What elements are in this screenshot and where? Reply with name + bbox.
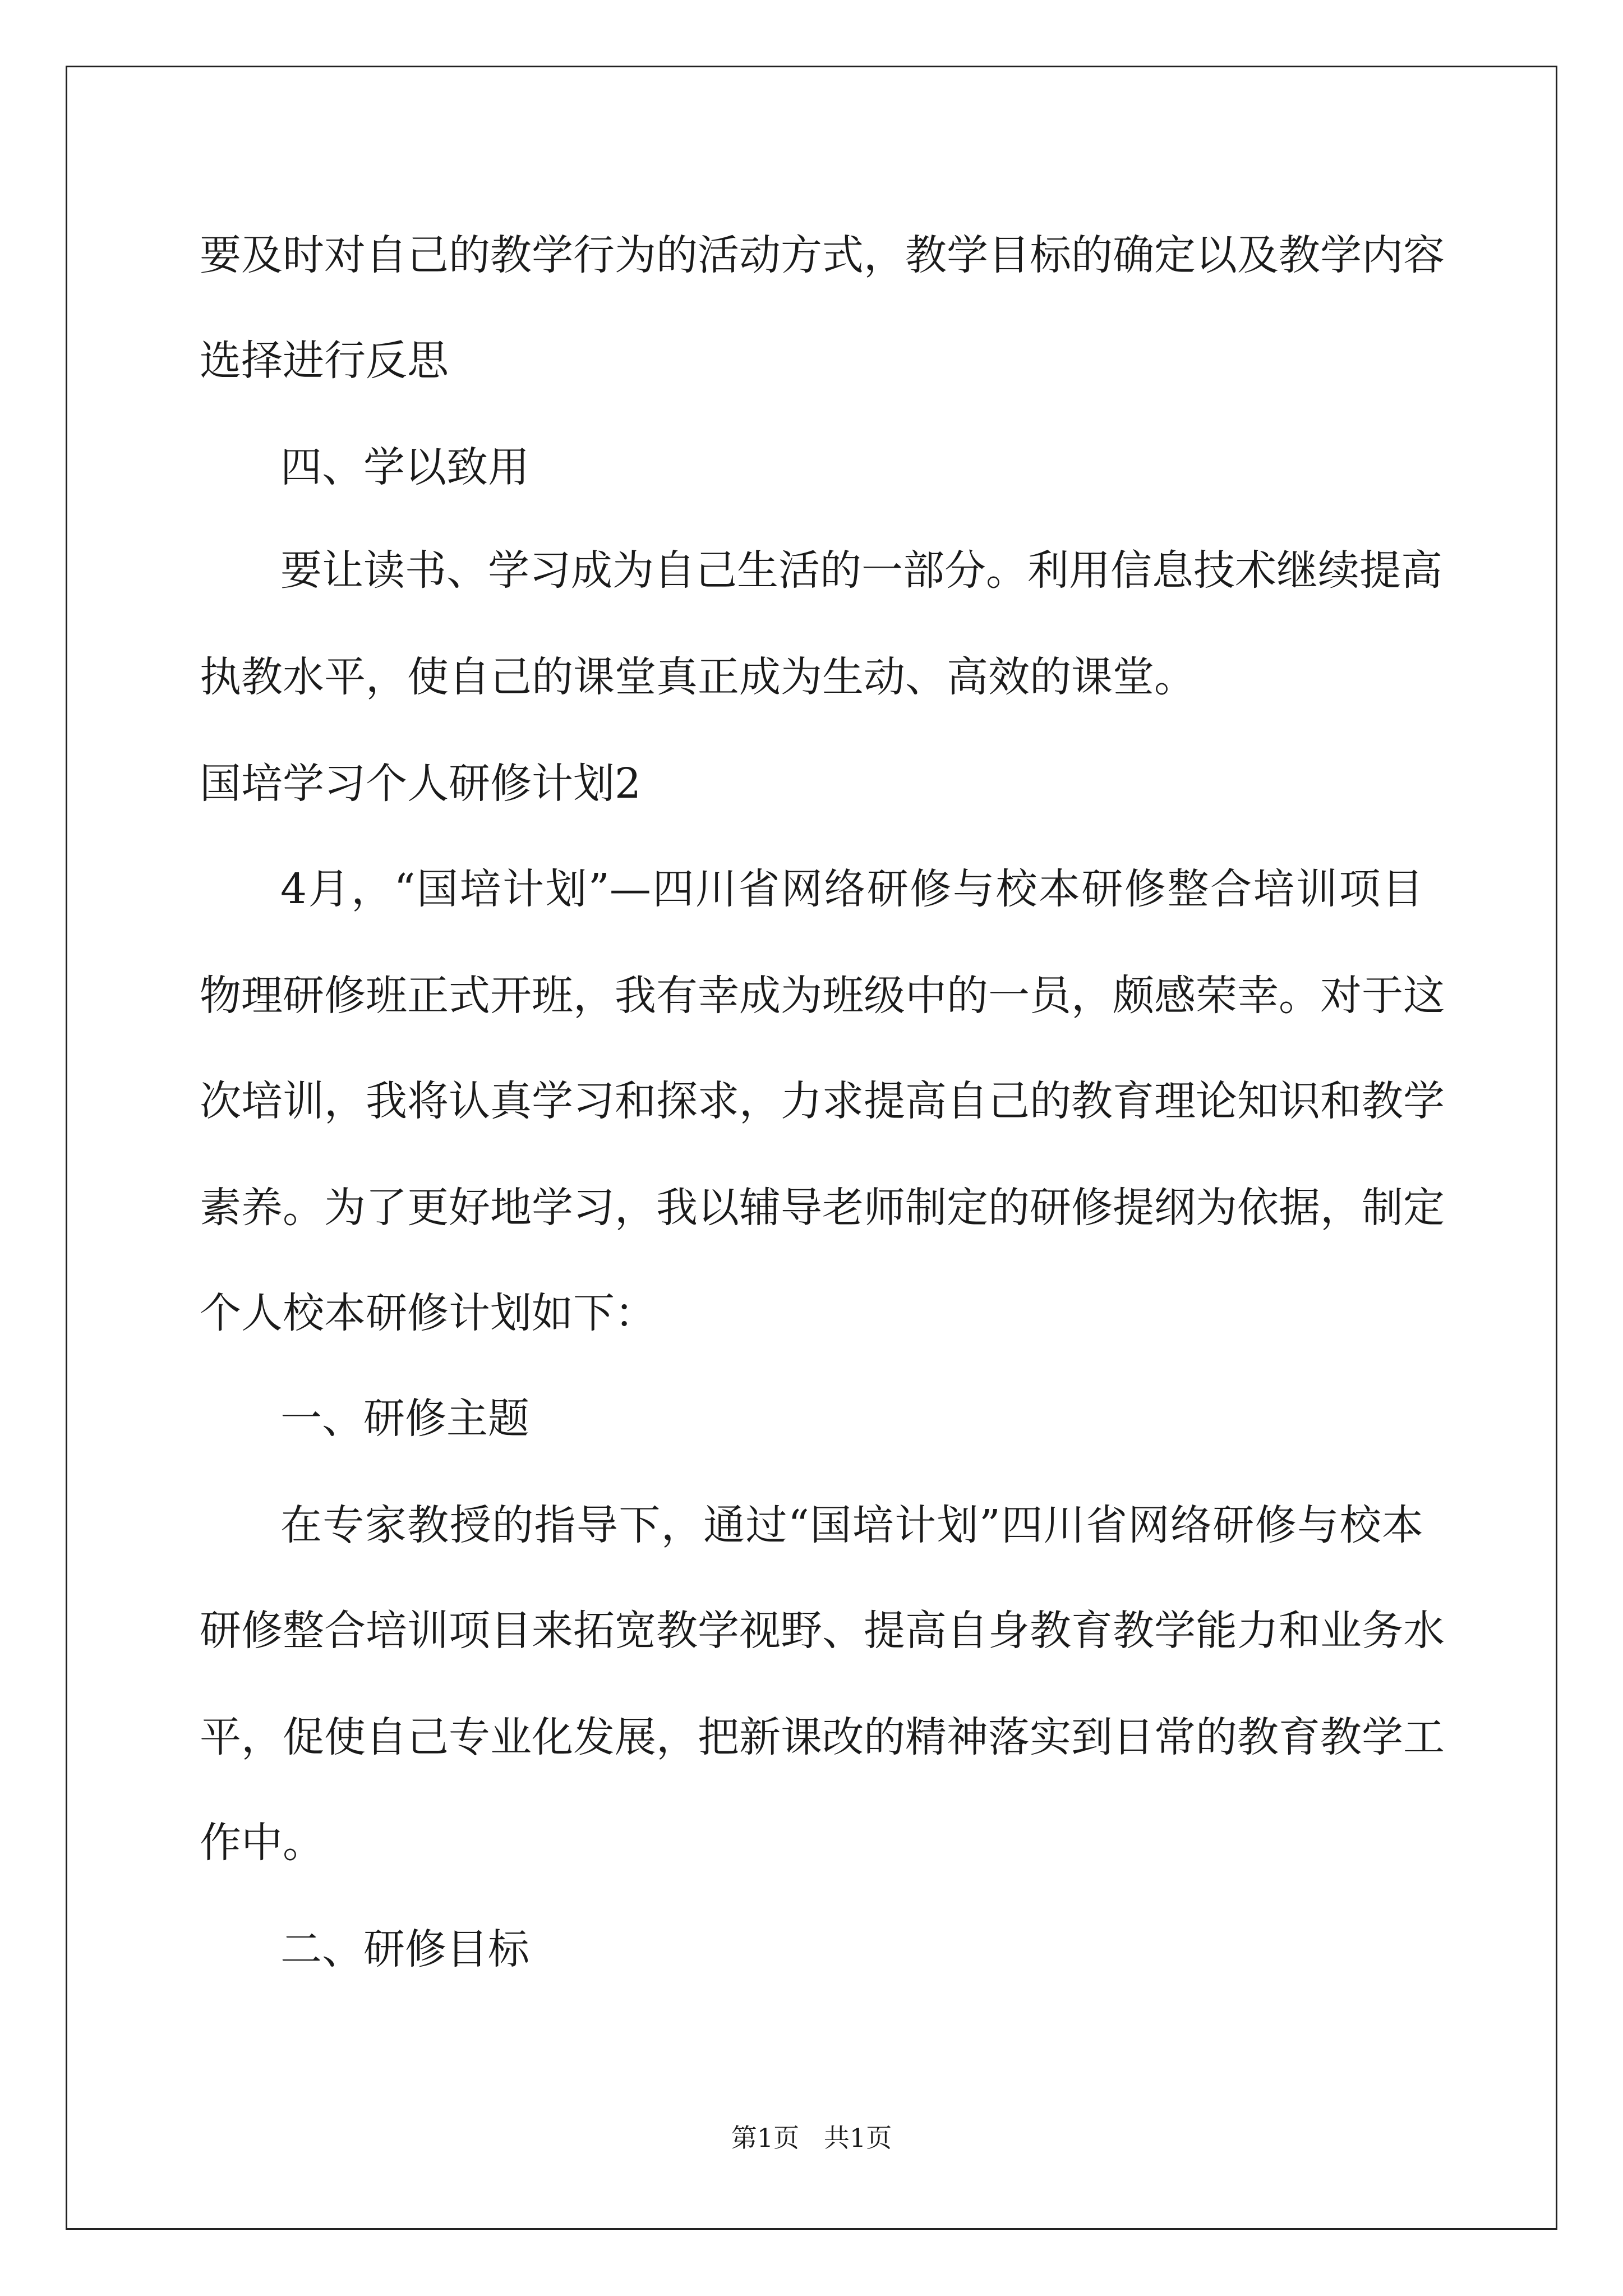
paragraph-line: 在专家教授的指导下，通过“国培计划”四川省网络研修与校本 bbox=[280, 1501, 1423, 1549]
document-title: 国培学习个人研修计划2 bbox=[200, 760, 642, 808]
page-border bbox=[66, 66, 1557, 2230]
page-number-footer: 第1页 共1页 bbox=[731, 2123, 892, 2153]
paragraph-line: 执教水平，使自己的课堂真正成为生动、高效的课堂。 bbox=[200, 653, 1196, 701]
section-heading: 二、研修目标 bbox=[280, 1925, 529, 1973]
paragraph-line: 4月，“国培计划”—四川省网络研修与校本研修整合培训项目 bbox=[280, 865, 1423, 913]
paragraph-line: 作中。 bbox=[200, 1819, 324, 1867]
paragraph-line: 素养。为了更好地学习，我以辅导老师制定的研修提纲为依据，制定 bbox=[200, 1184, 1445, 1232]
paragraph-line: 次培训，我将认真学习和探求，力求提高自己的教育理论知识和教学 bbox=[200, 1077, 1445, 1125]
paragraph-line: 要及时对自己的教学行为的活动方式，教学目标的确定以及教学内容 bbox=[200, 231, 1445, 279]
paragraph-line: 物理研修班正式开班，我有幸成为班级中的一员，颇感荣幸。对于这 bbox=[200, 972, 1445, 1020]
paragraph-line: 个人校本研修计划如下： bbox=[200, 1289, 656, 1337]
section-heading: 一、研修主题 bbox=[280, 1395, 529, 1443]
paragraph-line: 要让读书、学习成为自己生活的一部分。利用信息技术继续提高 bbox=[280, 546, 1442, 595]
paragraph-line: 选择进行反思 bbox=[200, 337, 449, 385]
paragraph-line: 平，促使自己专业化发展，把新课改的精神落实到日常的教育教学工 bbox=[200, 1713, 1445, 1761]
section-heading: 四、学以致用 bbox=[280, 443, 529, 491]
paragraph-line: 研修整合培训项目来拓宽教学视野、提高自身教育教学能力和业务水 bbox=[200, 1607, 1445, 1655]
